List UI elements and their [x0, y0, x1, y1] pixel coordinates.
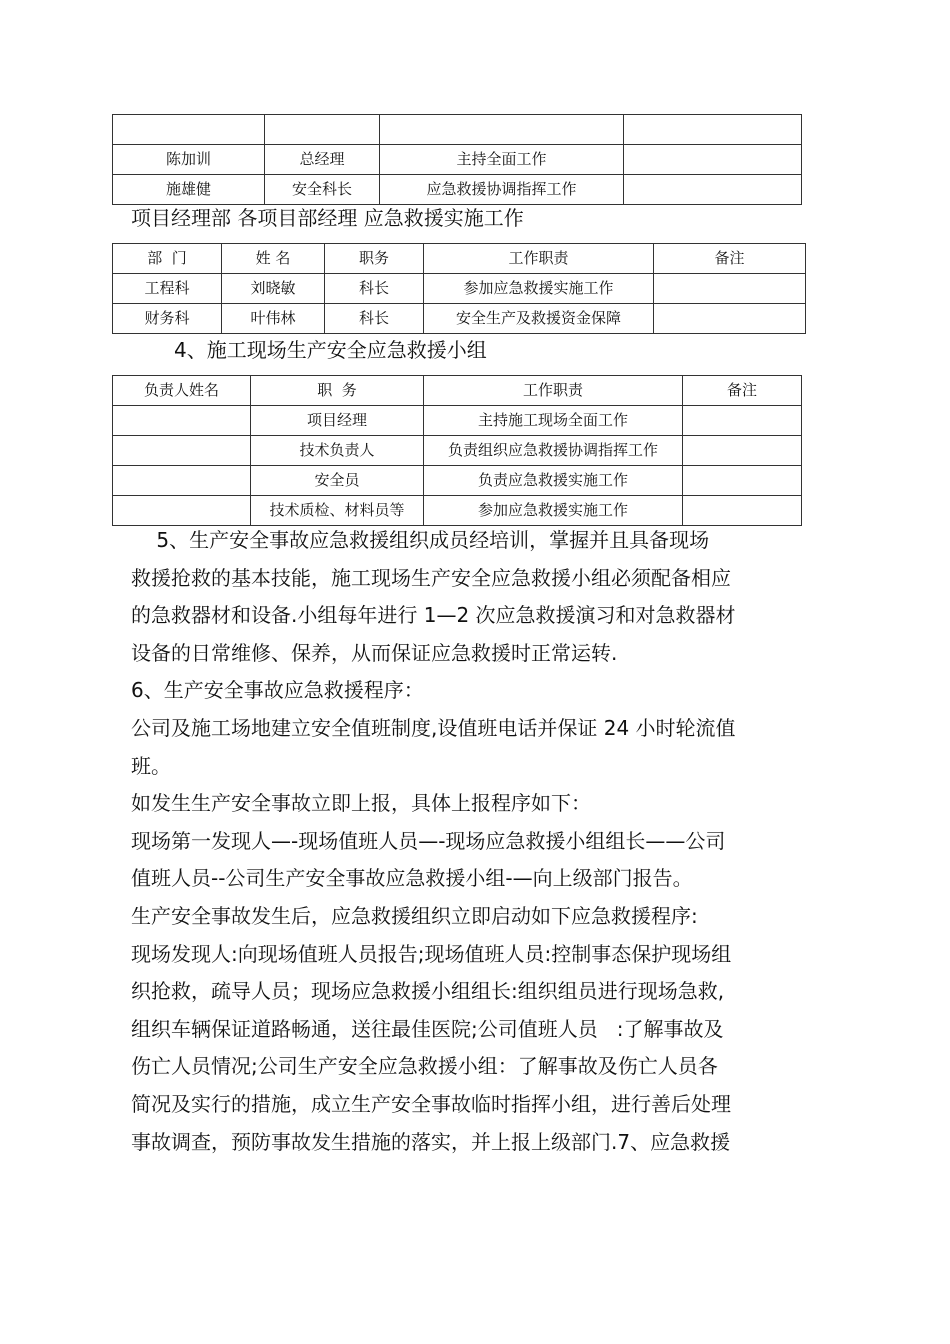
table-row	[113, 145, 802, 175]
table-cell	[113, 436, 251, 466]
text-line: 公司及施工场地建立安全值班制度,设值班电话并保证 24 小时轮流值	[131, 715, 736, 740]
table-row	[113, 115, 802, 145]
table-cell: 应急救援协调指挥工作	[380, 175, 624, 205]
column-header: 职务	[325, 244, 424, 274]
table-cell	[113, 496, 251, 526]
table-cell: 负责应急救援实施工作	[424, 466, 683, 496]
table-cell: 科长	[325, 274, 424, 304]
text-line: 现场第一发现人—-现场值班人员—-现场应急救援小组组长——公司	[131, 828, 726, 853]
table-cell	[683, 496, 802, 526]
column-header: 姓 名	[222, 244, 325, 274]
table-header-row	[113, 376, 802, 406]
table-cell	[624, 145, 802, 175]
table-cell: 叶伟林	[222, 304, 325, 334]
leadership-table	[112, 114, 802, 205]
column-header: 部 门	[113, 244, 222, 274]
text-line: 简况及实行的措施，成立生产安全事故临时指挥小组，进行善后处理	[131, 1091, 731, 1116]
column-header: 工作职责	[424, 376, 683, 406]
table-cell	[654, 274, 806, 304]
text-line: 生产安全事故发生后，应急救援组织立即启动如下应急救援程序:	[131, 903, 698, 928]
table-row	[113, 406, 802, 436]
table-cell	[624, 175, 802, 205]
column-header: 职 务	[251, 376, 424, 406]
table-cell: 刘晓敏	[222, 274, 325, 304]
table-cell: 负责组织应急救援协调指挥工作	[424, 436, 683, 466]
table-row	[113, 274, 806, 304]
text-line: 事故调查，预防事故发生措施的落实，并上报上级部门.7、应急救援	[131, 1129, 731, 1154]
text-line: 如发生生产安全事故立即上报，具体上报程序如下：	[131, 791, 591, 816]
body-text	[131, 522, 821, 1161]
text-line: 设备的日常维修、保养，从而保证应急救援时正常运转.	[131, 640, 618, 665]
table-row	[113, 175, 802, 205]
table-cell	[113, 466, 251, 496]
table-cell: 主持施工现场全面工作	[424, 406, 683, 436]
table-cell: 陈加训	[113, 145, 265, 175]
site-rescue-team-table	[112, 375, 802, 526]
table-cell: 科长	[325, 304, 424, 334]
column-header: 负责人姓名	[113, 376, 251, 406]
table-cell	[654, 304, 806, 334]
table-cell	[113, 406, 251, 436]
table-cell: 施雄健	[113, 175, 265, 205]
table-row	[113, 304, 806, 334]
text-line: 值班人员--公司生产安全事故应急救援小组-—向上级部门报告。	[131, 866, 693, 891]
table-cell	[113, 115, 265, 145]
table-cell: 工程科	[113, 274, 222, 304]
table-cell: 总经理	[265, 145, 380, 175]
table-cell: 技术负责人	[251, 436, 424, 466]
column-header: 备注	[683, 376, 802, 406]
table-cell	[624, 115, 802, 145]
table-row	[113, 496, 802, 526]
column-header: 工作职责	[424, 244, 654, 274]
text-line: 的急救器材和设备.小组每年进行 1—2 次应急救援演习和对急救器材	[131, 603, 736, 628]
table-cell: 技术质检、材料员等	[251, 496, 424, 526]
text-line: 织抢救，疏导人员；现场应急救援小组组长:组织组员进行现场急救,	[131, 979, 725, 1004]
text-line: 现场发现人:向现场值班人员报告;现场值班人员:控制事态保护现场组	[131, 941, 732, 966]
column-header: 备注	[654, 244, 806, 274]
text-line: 班。	[131, 753, 171, 778]
table-cell	[265, 115, 380, 145]
text-line: 5、生产安全事故应急救援组织成员经培训，掌握并且具备现场	[131, 528, 710, 552]
table-header-row	[113, 244, 806, 274]
table-cell: 安全科长	[265, 175, 380, 205]
table-cell: 主持全面工作	[380, 145, 624, 175]
table-cell	[380, 115, 624, 145]
text-line: 6、生产安全事故应急救援程序：	[131, 678, 424, 703]
table-cell: 安全员	[251, 466, 424, 496]
table-cell: 项目经理	[251, 406, 424, 436]
project-dept-heading: 项目经理部 各项目部经理 应急救援实施工作	[131, 206, 524, 230]
text-line: 救援抢救的基本技能，施工现场生产安全应急救援小组必须配备相应	[131, 565, 731, 590]
department-table	[112, 243, 806, 334]
section-4-heading: 4、施工现场生产安全应急救援小组	[174, 338, 487, 362]
table-row	[113, 436, 802, 466]
table-cell	[683, 406, 802, 436]
text-line: 伤亡人员情况;公司生产安全应急救援小组：了解事故及伤亡人员各	[131, 1054, 718, 1079]
table-cell: 财务科	[113, 304, 222, 334]
table-cell	[683, 436, 802, 466]
table-row	[113, 466, 802, 496]
table-cell: 参加应急救援实施工作	[424, 274, 654, 304]
table-cell: 安全生产及救援资金保障	[424, 304, 654, 334]
table-cell: 参加应急救援实施工作	[424, 496, 683, 526]
text-line: 组织车辆保证道路畅通，送往最佳医院;公司值班人员 :了解事故及	[131, 1016, 724, 1041]
table-cell	[683, 466, 802, 496]
